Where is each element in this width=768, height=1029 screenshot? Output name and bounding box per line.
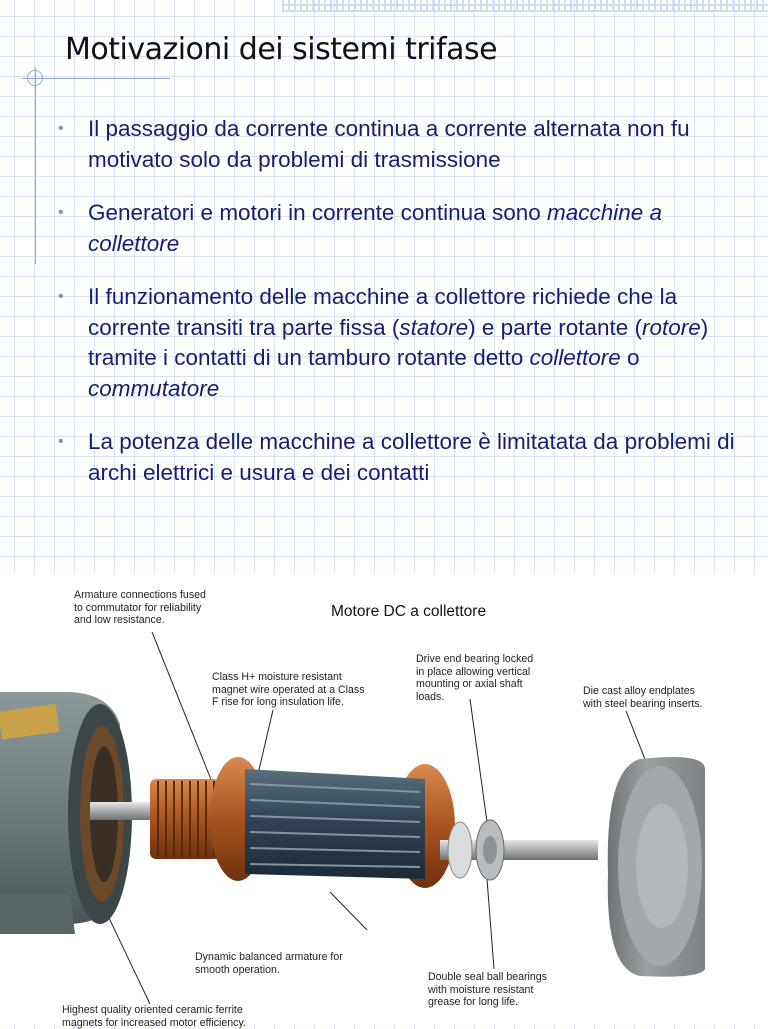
commutator — [150, 779, 220, 859]
figure-title: Motore DC a collettore — [331, 603, 487, 620]
label-ferrite-magnets: Highest quality oriented ceramic ferrite magnets for increased motor efficiency. — [62, 1004, 246, 1029]
bullet-item — [56, 282, 756, 404]
armature-core — [245, 769, 425, 879]
label-balanced-armature: Dynamic balanced armature for smooth operation. — [195, 951, 343, 976]
slide-title: Motivazioni dei sistemi trifase — [65, 32, 498, 67]
bullet-term: collettore — [529, 345, 621, 370]
bullet-text: o — [620, 345, 640, 370]
bullet-term: rotore — [642, 314, 701, 340]
bullet-text: ) e parte rotante ( — [468, 314, 643, 340]
label-armature-connections: Armature connections fused to commutator for reliability and low resistance. — [74, 589, 206, 627]
bullet-item — [56, 427, 756, 488]
bullet-marker: • — [58, 120, 64, 137]
bullet-text: ) tramite i contatti di un tamburo rotante detto — [88, 314, 709, 370]
decorative-title-rule — [22, 78, 170, 79]
bullet-term: commutatore — [88, 375, 220, 401]
bullet-term: macchine a collettore — [88, 200, 663, 256]
bullet-text: La potenza delle macchine a collettore è limitatata da problemi di archi elettrici e usura e dei contatti — [88, 429, 735, 485]
left-shaft — [90, 802, 160, 820]
bullet-item — [56, 114, 756, 175]
bullet-item — [56, 198, 756, 259]
motor-illustration — [0, 574, 768, 1024]
label-ball-bearings: Double seal ball bearings with moisture resistant grease for long life. — [428, 971, 547, 1009]
motor-figure — [0, 574, 768, 1029]
bullet-term: statore — [399, 314, 469, 340]
endplate — [608, 757, 705, 977]
decorative-side-rule — [35, 68, 36, 264]
label-magnet-wire: Class H+ moisture resistant magnet wire operated at a Class F rise for long insulation life. — [212, 671, 365, 709]
bullet-text: Generatori e motori in corrente continua sono — [88, 200, 547, 225]
bullet-text: Il funzionamento delle macchine a collettore richiede che la corrente transiti tra parte fissa ( — [88, 284, 678, 340]
bullet-marker: • — [58, 288, 64, 305]
decorative-circle — [27, 70, 43, 86]
label-endplates: Die cast alloy endplates with steel bearing inserts. — [583, 685, 703, 710]
bullet-marker: • — [58, 433, 64, 450]
label-drive-end-bearing: Drive end bearing locked in place allowing vertical mounting or axial shaft loads. — [416, 653, 534, 703]
bullet-marker: • — [58, 204, 64, 221]
bullet-list — [56, 114, 756, 511]
ball-bearing — [448, 820, 504, 880]
decorative-top-strip — [282, 0, 768, 12]
bullet-text: Il passaggio da corrente continua a corrente alternata non fu motivato solo da problemi di trasmissione — [88, 116, 690, 172]
